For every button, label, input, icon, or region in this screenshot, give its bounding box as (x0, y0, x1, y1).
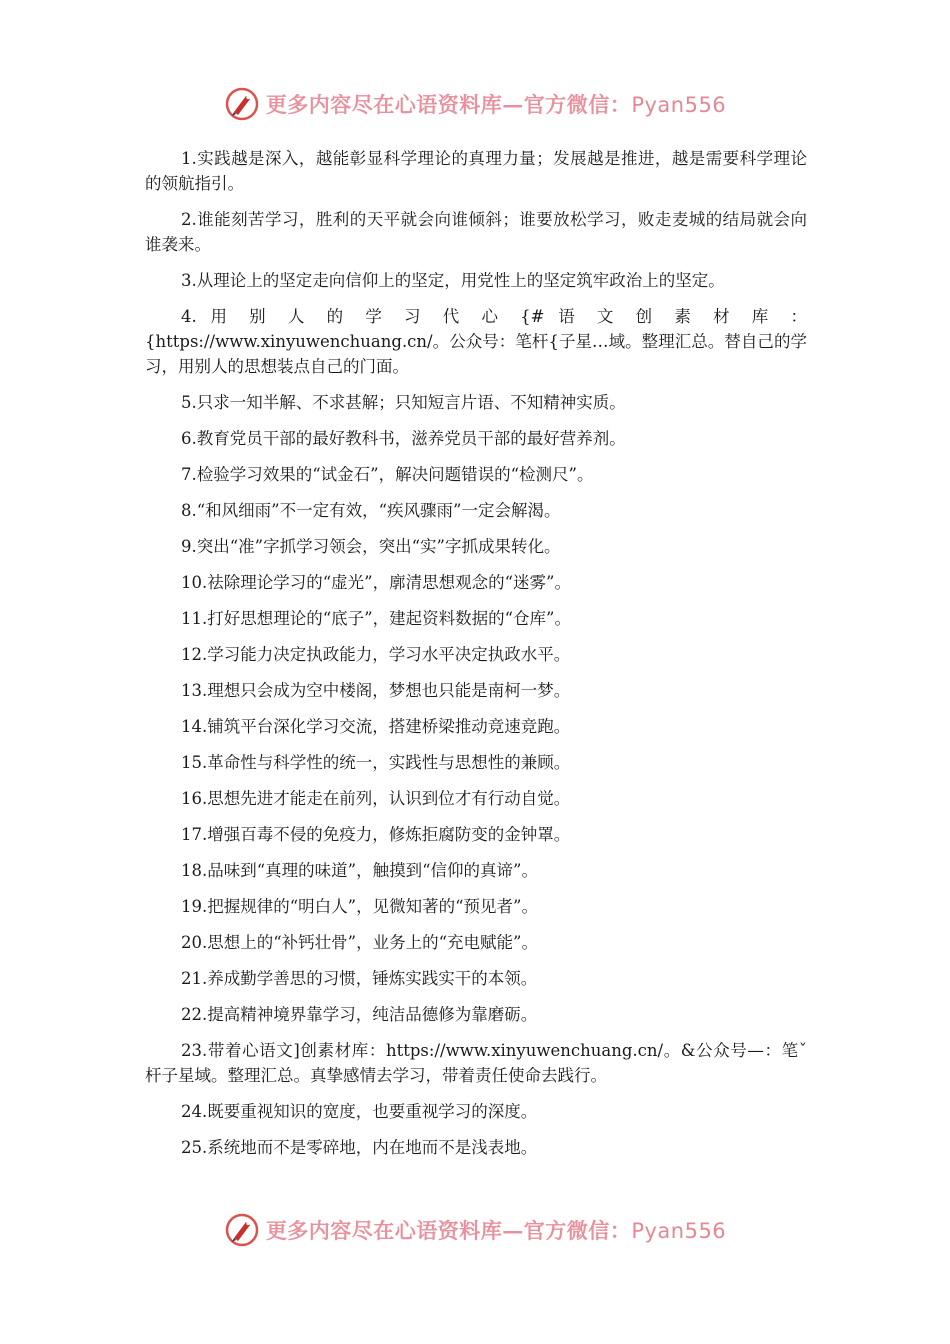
list-item: 20.思想上的“补钙壮骨”，业务上的“充电赋能”。 (181, 933, 538, 952)
document-body (145, 146, 807, 1171)
footer-banner-brand: Pyan556 (631, 1219, 727, 1243)
list-item: 16.思想先进才能走在前列，认识到位才有行动自觉。 (181, 789, 571, 808)
footer-banner-text: 更多内容尽在心语资料库—官方微信：Pyan556 (265, 1218, 727, 1243)
pen-nib-logo-icon (224, 1212, 260, 1248)
list-item: 18.品味到“真理的味道”，触摸到“信仰的真谛”。 (181, 861, 538, 880)
list-item: 17.增强百毒不侵的免疫力，修炼拒腐防变的金钟罩。 (181, 825, 571, 844)
header-banner (0, 84, 950, 124)
list-item: 2.谁能刻苦学习，胜利的天平就会向谁倾斜；谁要放松学习，败走麦城的结局就会向谁袭来。 (145, 210, 807, 254)
header-banner-brand: Pyan556 (631, 93, 727, 117)
list-item: 14.铺筑平台深化学习交流，搭建桥梁推动竞速竞跑。 (181, 717, 571, 736)
list-item: 19.把握规律的“明白人”，见微知著的“预见者”。 (181, 897, 538, 916)
list-item: 23.带着心语文]创素材库：https://www.xinyuwenchuang.cn/。&公众号—：笔ˇ杆子星域。整理汇总。真挚感情去学习，带着责任使命去践行。 (145, 1041, 807, 1085)
list-item: 9.突出“准”字抓学习领会，突出“实”字抓成果转化。 (181, 537, 561, 556)
list-item: 25.系统地而不是零碎地，内在地而不是浅表地。 (181, 1138, 538, 1157)
list-item: 6.教育党员干部的最好教科书，滋养党员干部的最好营养剂。 (181, 429, 626, 448)
header-banner-text: 更多内容尽在心语资料库—官方微信：Pyan556 (265, 92, 727, 117)
list-item: 22.提高精神境界靠学习，纯洁品德修为靠磨砺。 (181, 1005, 538, 1024)
footer-banner (0, 1210, 950, 1250)
list-item: 8.“和风细雨”不一定有效，“疾风骤雨”一定会解渴。 (181, 501, 561, 520)
list-item: 5.只求一知半解、不求甚解；只知短言片语、不知精神实质。 (181, 393, 626, 412)
list-item: 7.检验学习效果的“试金石”，解决问题错误的“检测尺”。 (181, 465, 594, 484)
list-item: 4. 用 别 人 的 学 习 代 心 {# 语 文 创 素 材 库 ： {https://www.xinyuwenchuang.cn/。公众号：笔杆{子星…域。整理汇总。替自己的学习，用别人的思想装点自己的门面。 (145, 307, 807, 376)
list-item: 12.学习能力决定执政能力，学习水平决定执政水平。 (181, 645, 571, 664)
list-item: 15.革命性与科学性的统一，实践性与思想性的兼顾。 (181, 753, 571, 772)
list-item: 13.理想只会成为空中楼阁，梦想也只能是南柯一梦。 (181, 681, 571, 700)
list-item: 10.祛除理论学习的“虚光”，廓清思想观念的“迷雾”。 (181, 573, 571, 592)
pen-nib-logo-icon (224, 86, 260, 122)
list-item: 1.实践越是深入，越能彰显科学理论的真理力量；发展越是推进，越是需要科学理论的领航指引。 (145, 149, 807, 193)
list-item: 24.既要重视知识的宽度，也要重视学习的深度。 (181, 1102, 538, 1121)
list-item: 11.打好思想理论的“底子”，建起资料数据的“仓库”。 (181, 609, 571, 628)
list-item: 21.养成勤学善思的习惯，锤炼实践实干的本领。 (181, 969, 538, 988)
list-item: 3.从理论上的坚定走向信仰上的坚定，用党性上的坚定筑牢政治上的坚定。 (181, 271, 725, 290)
